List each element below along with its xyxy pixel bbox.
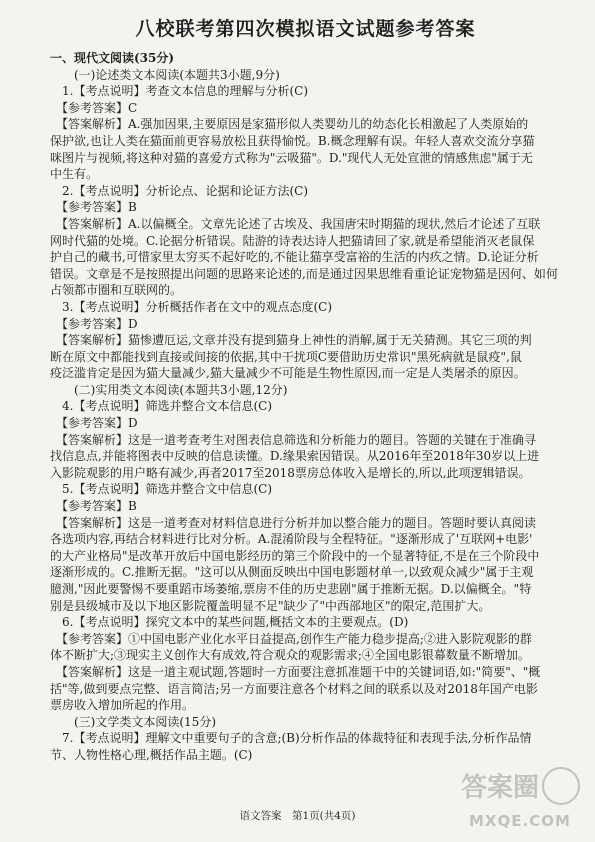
watermark-main-text: 答案圈 — [461, 773, 540, 803]
text-line: 【参考答案】D — [50, 416, 138, 431]
text-line: 节、人物性格心理,概括作品主题。(C) — [50, 747, 253, 762]
text-line: 【参考答案】B — [50, 200, 137, 215]
text-line: 臆测,"因此要警惕不要重蹈市场萎缩,票房不佳的历史悲剧"属于推断无据。D.以偏概全。"特 — [50, 582, 532, 596]
text-line: 4.【考点说明】筛选并整合文本信息(C) — [50, 399, 272, 414]
text-line: 断在原文中都能找到直接或间接的依据,其中干扰项C要借助历史常识"黑死病就是鼠疫",鼠 — [50, 349, 522, 364]
text-line: 【答案解析】这是一道考查考生对图表信息筛选和分析能力的题目。答题的关键在于准确寻 — [50, 432, 537, 447]
text-line: 【参考答案】①中国电影产业化水平日益提高,创作生产能力稳步提高;②进入影院观影的群 — [50, 631, 532, 646]
text-line: 【答案解析】猫惨遭厄运,文章并没有提到猫身上神性的消解,属于无关猜测。其它三项的判 — [50, 333, 532, 348]
text-line: 7.【考点说明】理解文中重要句子的含意;(B)分析作品的体裁特征和表现手法,分析作品情 — [50, 731, 532, 746]
text-line: (二)实用类文本阅读(本题共3小题,12分) — [50, 382, 288, 397]
text-line: 逐渐形成的。C.推断无据。"这可以从侧面反映出中国电影题材单一,以致观众减少"属于主观 — [50, 565, 534, 580]
text-line: 3.【考点说明】分析概括作者在文中的观点态度(C) — [50, 299, 332, 314]
text-line: 【答案解析】A.强加因果,主要原因是家猫形似人类婴幼儿的幼态化长相激起了人类原始的 — [50, 117, 529, 132]
text-line: 体不断扩大;③现实主义创作大有成效,符合观众的观影需求;④全国电影银幕数量不断增加。 — [50, 648, 530, 663]
text-line: 网时代猫的处境。C.论据分析错误。陆游的诗表达诗人把猫请回了家,就是希望能消灭老鼠保 — [50, 233, 535, 248]
text-line: (三)文学类文本阅读(15分) — [50, 714, 216, 729]
text-line: 【参考答案】B — [50, 499, 137, 514]
text-line: 票房收入增加所起的作用。 — [50, 698, 195, 713]
text-line: 【答案解析】这是一道考查对材料信息进行分析并加以整合能力的题目。答题时要认真阅读 — [50, 515, 537, 530]
text-line: 入影院观影的用户略有减少,再者2017至2018票房总体收入是增长的,所以,此项逻辑错误。 — [50, 465, 531, 480]
text-line: 5.【考点说明】筛选并整合文中信息(C) — [50, 482, 272, 497]
watermark-circle — [543, 768, 579, 804]
text-line: 【答案解析】A.以偏概全。文章先论述了古埃及、我国唐宋时期猫的现状,然后才论述了互联 — [50, 216, 541, 231]
text-line: 1.【考点说明】考查文本信息的理解与分析(C) — [50, 84, 308, 99]
text-line: 咪图片与视频,将这种对猫的喜爱方式称为"云吸猫"。D."现代人无处宣泄的情感焦虑"属于无 — [50, 150, 533, 165]
watermark-sub-text: MXQE.COM — [469, 812, 571, 830]
text-line: 护自己的藏书,可惜家里太穷买不起好吃的,不能让猫享受富裕的生活的内疚之情。D.论证分析 — [50, 250, 539, 265]
answer-body — [50, 50, 561, 764]
text-line: 6.【考点说明】探究文本中的某些问题,概括文本的主要观点。(D) — [50, 615, 409, 630]
text-line: 占领都市圈和互联网的。 — [50, 283, 183, 298]
text-line: 【参考答案】C — [50, 100, 138, 115]
text-line: 【答案解析】这是一道主观试题,答题时一方面要注意抓准题干中的关键词语,如:"简要"、"概 — [50, 664, 541, 679]
watermark-logo — [455, 760, 585, 835]
page-footer: 语文答案 第1页(共4页) — [239, 810, 356, 822]
text-line: 2.【考点说明】分析论点、论据和论证方法(C) — [50, 183, 308, 198]
text-line: (一)论述类文本阅读(本题共3小题,9分) — [50, 67, 280, 82]
page-title: 八校联考第四次模拟语文试题参考答案 — [135, 18, 476, 40]
section-heading: 一、现代文阅读(35分) — [50, 51, 175, 65]
text-line: 找信息点,并能将图表中反映的信息读懂。D.缘果索因错误。从2016年至2018年30岁以上进 — [50, 449, 540, 464]
text-line: 别是县级城市及以下地区影院覆盖明显不足"缺少了"中西部地区"的限定,范围扩大。 — [50, 598, 491, 613]
text-line: 疫泛滥肯定是因为猫大量减少,猫大量减少不可能是生物性原因,而一定是人类屠杀的原因。 — [50, 366, 526, 381]
text-line: 【参考答案】D — [50, 316, 138, 331]
text-line: 的大产业格局"是改革开放后中国电影经历的第三个阶段中的一个显著特征,不是在三个阶段中 — [50, 548, 540, 563]
text-line: 错误。文章是不是按照提出问题的思路来论述的,而是通过因果思维看重论证宠物猫是因何、如何 — [50, 266, 558, 281]
text-line: 保护欲,也让人类在猫面前更容易放松且获得愉悦。B.概念理解有误。年轻人喜欢交流分享猫 — [50, 133, 535, 148]
text-line: 各选项内容,再结合材料进行比对分析。A.混淆阶段与全程特征。"逐渐形成了'互联网+电影' — [50, 532, 533, 547]
text-line: 括"等,做到要点完整、语言简洁;另一方面要注意各个材料之间的联系以及对2018年国产电影 — [50, 681, 538, 696]
text-line: 中生有。 — [50, 167, 99, 182]
